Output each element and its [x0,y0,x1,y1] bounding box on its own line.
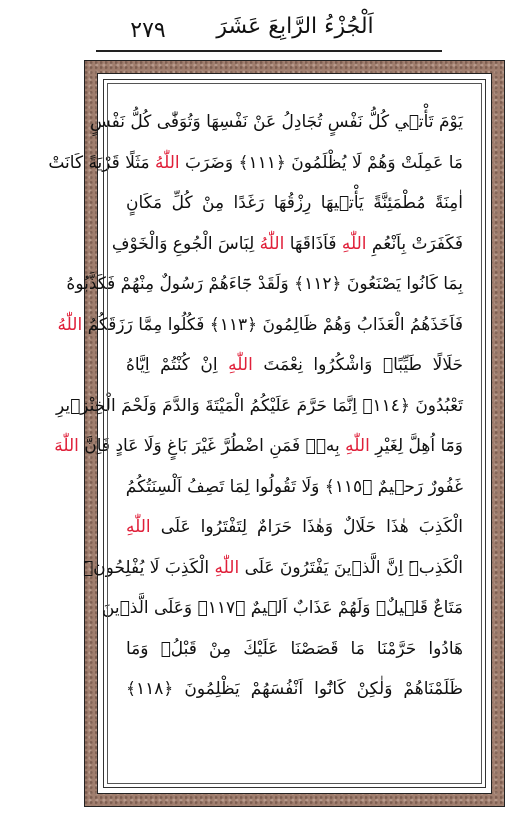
text-line-14: هَادُوا حَرَّمْنَا مَا قَصَصْنَا عَلَيْكَ مِنْ قَبْلُۚ وَمَا [126,638,463,659]
text-line-10: غَفُورٌ رَح۪يمٌ ﴿١١٥﴾ وَلَا تَقُولُوا لِمَا تَصِفُ اَلْسِنَتُكُمُ [125,476,463,497]
text-line-7: حَلَالًا طَيِّبًاۖ وَاشْكُرُوا نِعْمَتَ اللّٰهِ اِنْ كُنْتُمْ اِيَّاهُ [126,355,463,375]
text-line-5: بِمَا كَانُوا يَصْنَعُونَ ﴿١١٢﴾ وَلَقَدْ جَٓاءَهُمْ رَسُولٌ مِنْهُمْ فَكَذَّبُوهُ [66,274,463,294]
header-rule [96,50,442,52]
text-line-8: تَعْبُدُونَ ﴿١١٤﴾ اِنَّمَا حَرَّمَ عَلَيْكُمُ الْمَيْتَةَ وَالدَّمَ وَلَحْمَ الْخِنْز۪يرِ [55,395,463,416]
text-line-12: الْكَذِبَۜ اِنَّ الَّذ۪ينَ يَفْتَرُونَ عَلَى اللّٰهِ الْكَذِبَ لَا يُفْلِحُونَۜ [82,557,463,578]
page-frame [48,60,505,807]
text-line-2: مَا عَمِلَتْ وَهُمْ لَا يُظْلَمُونَ ﴿١١١﴾ وَضَرَبَ اللّٰهُ مَثَلًا قَرْيَةً كَانَتْ [48,152,463,173]
text-line-6: فَاَخَذَهُمُ الْعَذَابُ وَهُمْ ظَالِمُونَ ﴿١١٣﴾ فَكُلُوا مِمَّا رَزَقَكُمُ اللّٰهُ [57,314,463,335]
text-line-4: فَكَفَرَتْ بِاَنْعُمِ اللّٰهِ فَاَذَاقَهَا اللّٰهُ لِبَاسَ الْجُوعِ وَالْخَوْفِ [111,233,463,254]
text-line-3: اٰمِنَةً مُطْمَئِنَّةً يَأْت۪يهَا رِزْقُهَا رَغَدًا مِنْ كُلِّ مَكَانٍ [126,193,463,213]
text-panel [48,73,492,794]
text-line-11: الْكَذِبَ هٰذَا حَلَالٌ وَهٰذَا حَرَامٌ لِتَفْتَرُوا عَلَى اللّٰهِ [126,517,463,537]
juz-title: اَلْجُزْءُ الرَّابِعَ عَشَرَ [216,14,374,39]
text-line-1: يَوْمَ تَأْت۪ي كُلُّ نَفْسٍ تُجَادِلُ عَنْ نَفْسِهَا وَتُوَفّٰى كُلُّ نَفْسٍ [89,112,463,132]
text-line-15: ظَلَمْنَاهُمْ وَلٰكِنْ كَانُٓوا اَنْفُسَهُمْ يَظْلِمُونَ ﴿١١٨﴾ [126,679,463,699]
page-header [0,0,518,58]
page-number: ٢٧٩ [130,18,166,43]
text-line-9: وَمَٓا اُهِلَّ لِغَيْرِ اللّٰهِ بِه۪ۚ فَمَنِ اضْطُرَّ غَيْرَ بَاغٍ وَلَا عَادٍ فَاِنَّ اللّٰهَ [54,436,463,456]
quran-text-block [48,102,463,769]
text-line-13: مَتَاعٌ قَل۪يلٌۖ وَلَهُمْ عَذَابٌ اَل۪يمٌ ﴿١١٧﴾ وَعَلَى الَّذ۪ينَ [101,598,463,618]
